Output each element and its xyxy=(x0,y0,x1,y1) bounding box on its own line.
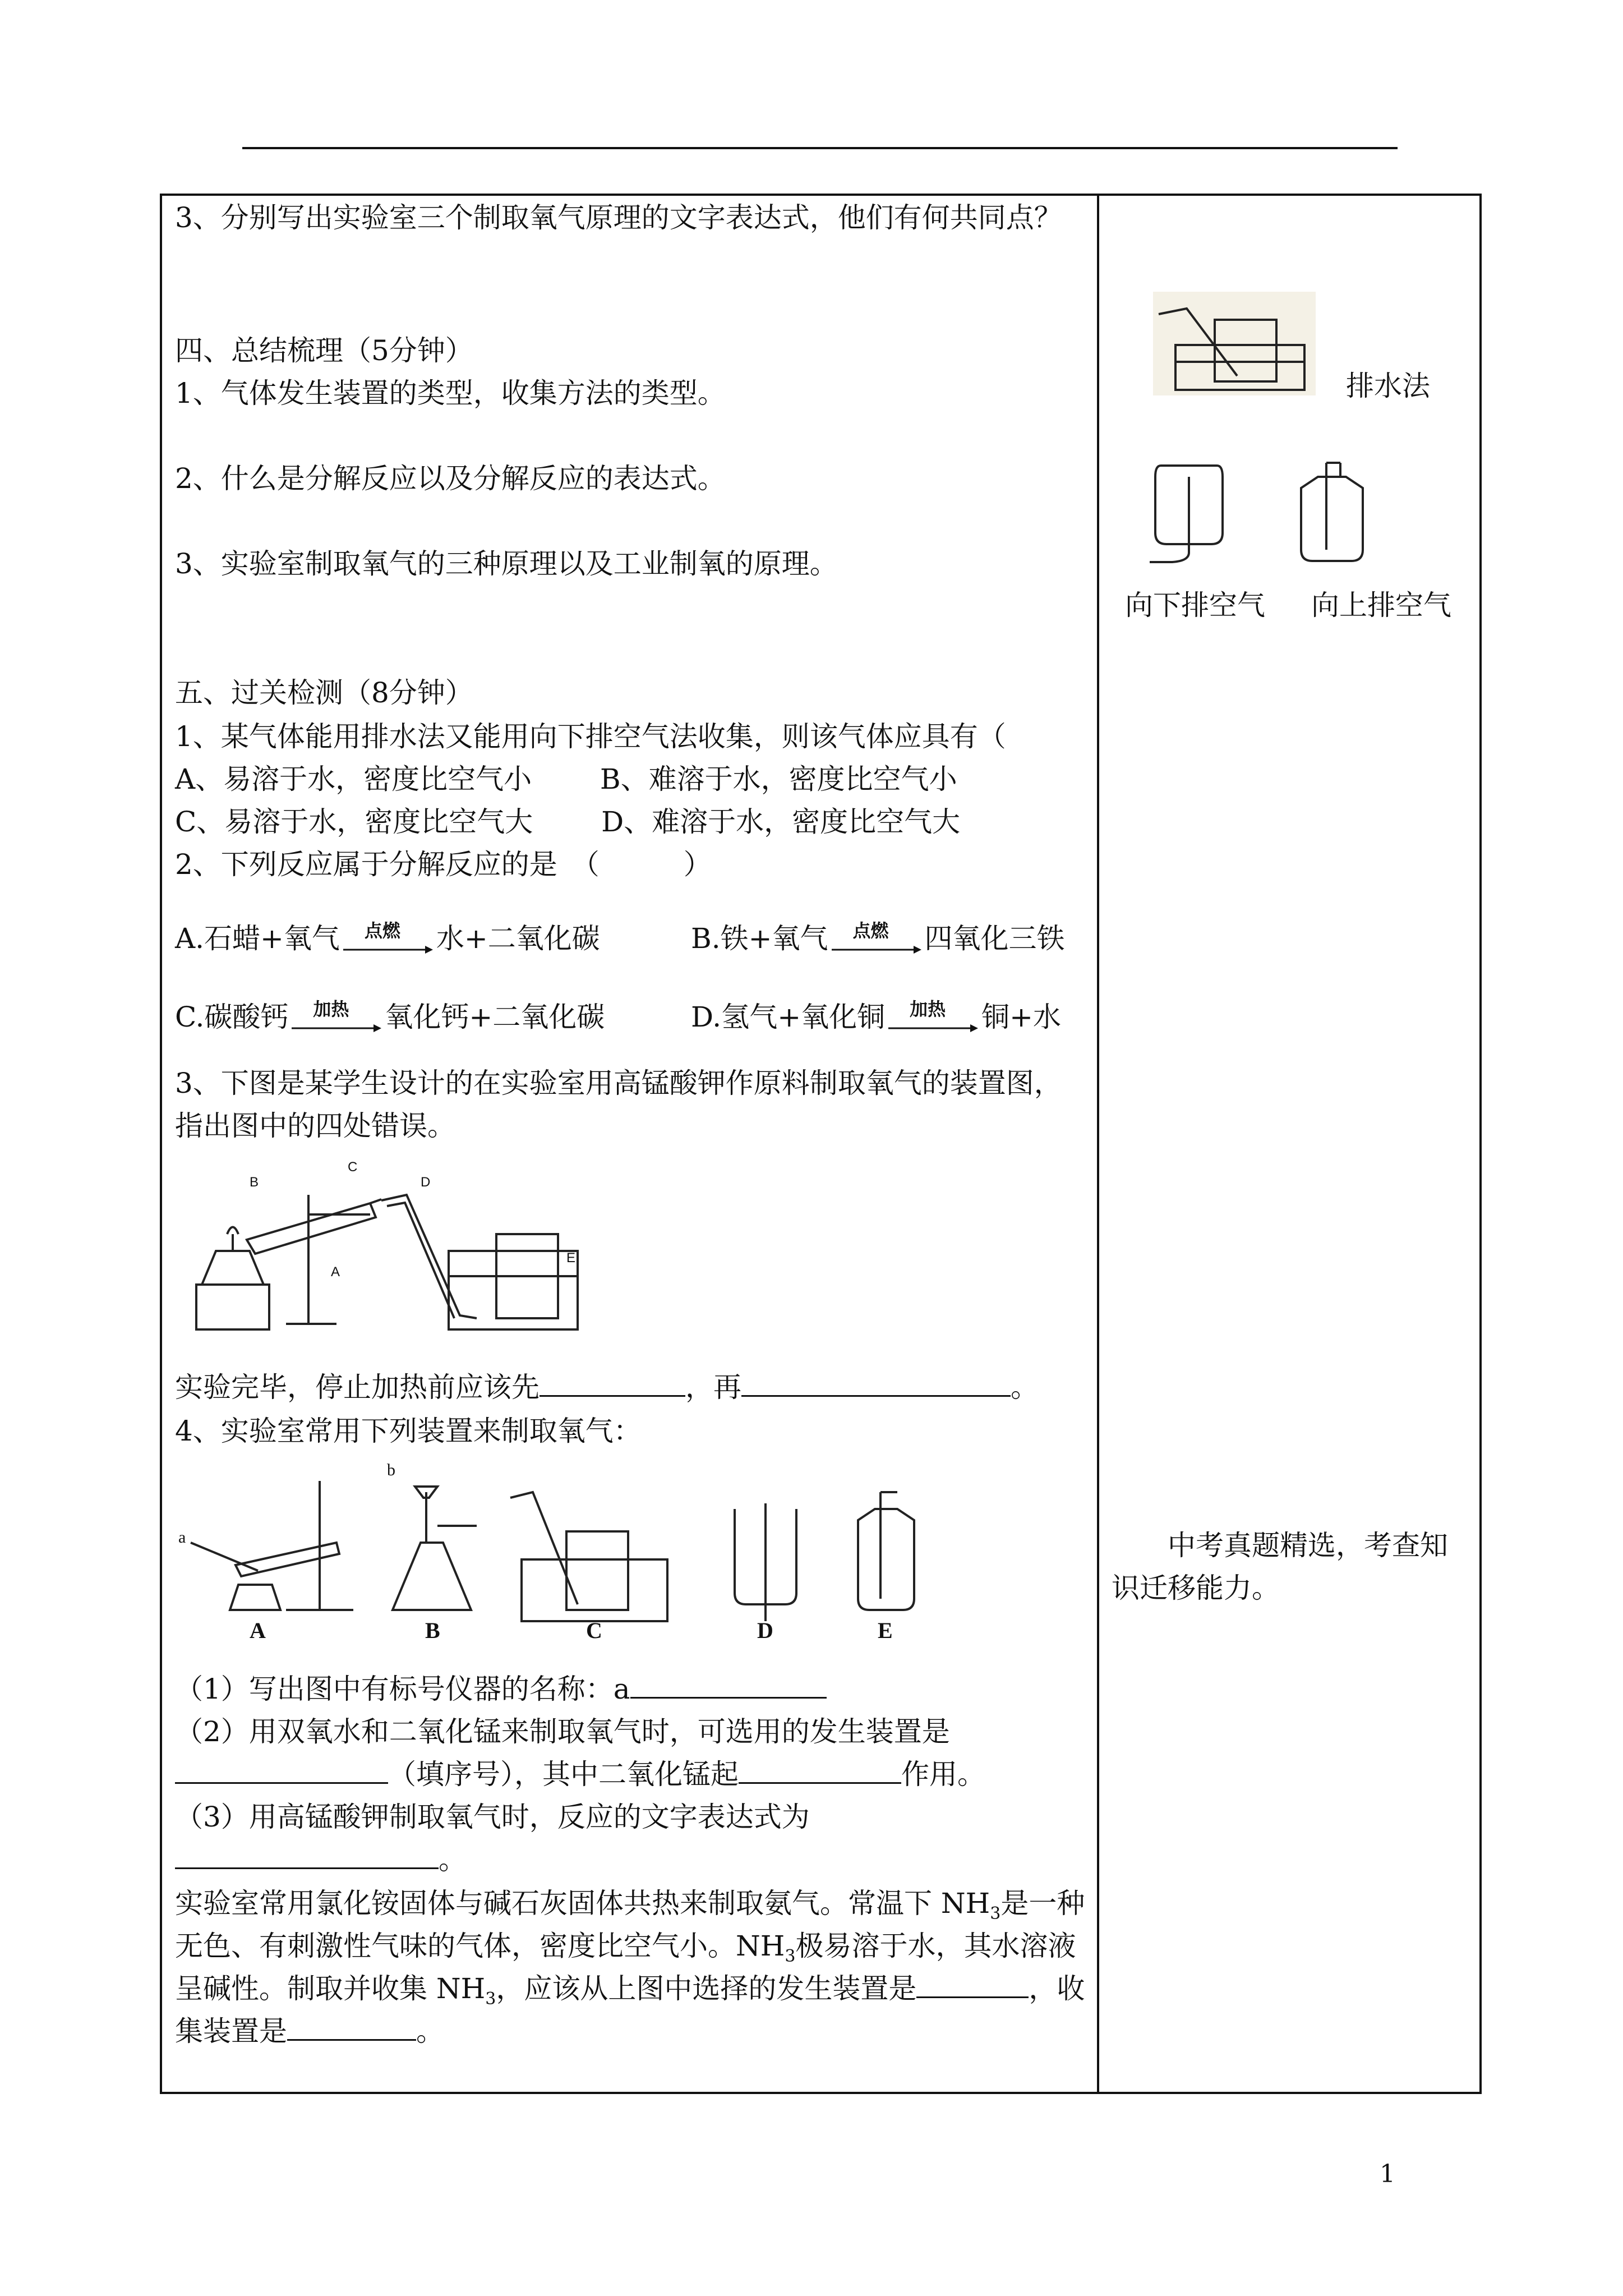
option-d: D、难溶于水，密度比空气大 xyxy=(601,806,961,838)
answer-blank-instrument-a[interactable] xyxy=(630,1672,827,1699)
page-number: 1 xyxy=(1380,2160,1395,2188)
figure-2-label-b: B xyxy=(425,1618,440,1643)
question-4-part-3-answer: 。 xyxy=(175,1841,467,1878)
ammonia-text-line-1: 实验室常用氯化铵固体与碱石灰固体共热来制取氨气。常温下 $NH_3$是一种 xyxy=(175,1887,1085,1924)
summary-item-2: 2、什么是分解反应以及分解反应的表达式。 xyxy=(175,462,726,495)
header-rule xyxy=(242,147,1398,149)
check-question-4: 4、实验室常用下列装置来制取氧气： xyxy=(175,1415,642,1447)
figure-2-label-e: E xyxy=(878,1618,893,1643)
figure-2-label-d: D xyxy=(757,1618,773,1643)
reaction-arrow: 点燃 xyxy=(832,924,921,958)
reaction-c: C.碳酸钙 加热 氧化钙+二氧化碳 xyxy=(175,999,605,1036)
question-4-part-1: （1）写出图中有标号仪器的名称：a xyxy=(175,1671,827,1708)
check-question-2: 2、下列反应属于分解反应的是 （ ） xyxy=(175,848,712,881)
reaction-d: D.氢气+氧化铜 加热 铜+水 xyxy=(691,999,1061,1036)
ammonia-text-line-4: 集装置是 。 xyxy=(175,2015,444,2047)
question-1-options-row-1 xyxy=(175,761,957,798)
ammonia-text-line-3: 呈碱性。制取并收集 $NH_3$，应该从上图中选择的发生装置是 ，收 xyxy=(175,1972,1085,2009)
question-4-part-2: （2）用双氧水和二氧化锰来制取氧气时，可选用的发生装置是 xyxy=(175,1715,950,1748)
question-4-part-3: （3）用高锰酸钾制取氧气时，反应的文字表达式为 xyxy=(175,1801,810,1833)
answer-blank-equation[interactable] xyxy=(175,1843,439,1869)
figure-2-mark-a: a xyxy=(178,1528,186,1547)
water-method-label: 排水法 xyxy=(1346,370,1430,402)
check-title: 五、过关检测（8分钟） xyxy=(175,677,473,709)
answer-blank-mno2-role[interactable] xyxy=(739,1757,901,1784)
answer-blank-then[interactable] xyxy=(741,1370,1011,1397)
reaction-a: A.石蜡+氧气 点燃 水+二氧化碳 xyxy=(175,920,600,957)
reaction-arrow: 加热 xyxy=(888,1002,978,1036)
figure-2-label-a: A xyxy=(250,1618,266,1643)
downward-air-label: 向下排空气 xyxy=(1125,589,1265,622)
reaction-arrow: 加热 xyxy=(292,1002,381,1036)
reaction-arrow: 点燃 xyxy=(343,924,433,958)
answer-blank-nh3-collector[interactable] xyxy=(287,2014,416,2041)
faulty-apparatus-figure xyxy=(185,1156,611,1341)
water-displacement-figure xyxy=(1153,292,1316,395)
option-a: A、易溶于水，密度比空气小 xyxy=(175,763,532,795)
figure-1-label-d: D xyxy=(421,1175,431,1190)
question-4-part-2-continued: （填序号），其中二氧化锰起 作用。 xyxy=(175,1756,985,1793)
upward-air-label: 向上排空气 xyxy=(1311,589,1451,622)
option-c: C、易溶于水，密度比空气大 xyxy=(175,806,533,838)
summary-item-1: 1、气体发生装置的类型，收集方法的类型。 xyxy=(175,377,726,409)
option-b: B、难溶于水，密度比空气小 xyxy=(600,763,957,795)
check-question-1: 1、某气体能用排水法又能用向下排空气法收集，则该气体应具有（ xyxy=(175,720,1006,753)
reaction-b: B.铁+氧气 点燃 四氧化三铁 xyxy=(691,920,1065,957)
question-3-header: 3、分别写出实验室三个制取氧气原理的文字表达式，他们有何共同点？ xyxy=(175,201,1062,234)
summary-title: 四、总结梳理（5分钟） xyxy=(175,334,473,367)
summary-item-3: 3、实验室制取氧气的三种原理以及工业制氧的原理。 xyxy=(175,547,838,580)
check-question-3-line-2: 指出图中的四处错误。 xyxy=(175,1110,455,1142)
question-1-options-row-2 xyxy=(175,803,960,840)
answer-blank-generator[interactable] xyxy=(175,1757,388,1784)
upward-air-figure xyxy=(1284,454,1374,567)
stop-heating-question: 实验完毕，停止加热前应该先 ，再 。 xyxy=(175,1371,1039,1404)
apparatus-set-figure xyxy=(174,1458,925,1644)
check-question-3-line-1: 3、下图是某学生设计的在实验室用高锰酸钾作原料制取氧气的装置图， xyxy=(175,1067,1062,1099)
answer-blank-nh3-generator[interactable] xyxy=(916,1972,1029,1998)
side-note-line-1: 中考真题精选，考查知 xyxy=(1168,1529,1448,1562)
figure-1-label-e: E xyxy=(566,1250,576,1266)
figure-2-mark-b: b xyxy=(387,1461,395,1479)
figure-1-label-a: A xyxy=(331,1264,340,1280)
column-divider xyxy=(1097,194,1099,2094)
figure-1-label-c: C xyxy=(348,1159,358,1175)
answer-blank-first[interactable] xyxy=(540,1370,685,1397)
downward-air-figure xyxy=(1144,454,1234,567)
figure-2-label-c: C xyxy=(586,1618,602,1643)
ammonia-text-line-2: 无色、有刺激性气味的气体，密度比空气小。$NH_3$极易溶于水，其水溶液 xyxy=(175,1930,1076,1966)
side-note-line-2: 识迁移能力。 xyxy=(1112,1572,1280,1604)
figure-1-label-b: B xyxy=(250,1175,259,1190)
